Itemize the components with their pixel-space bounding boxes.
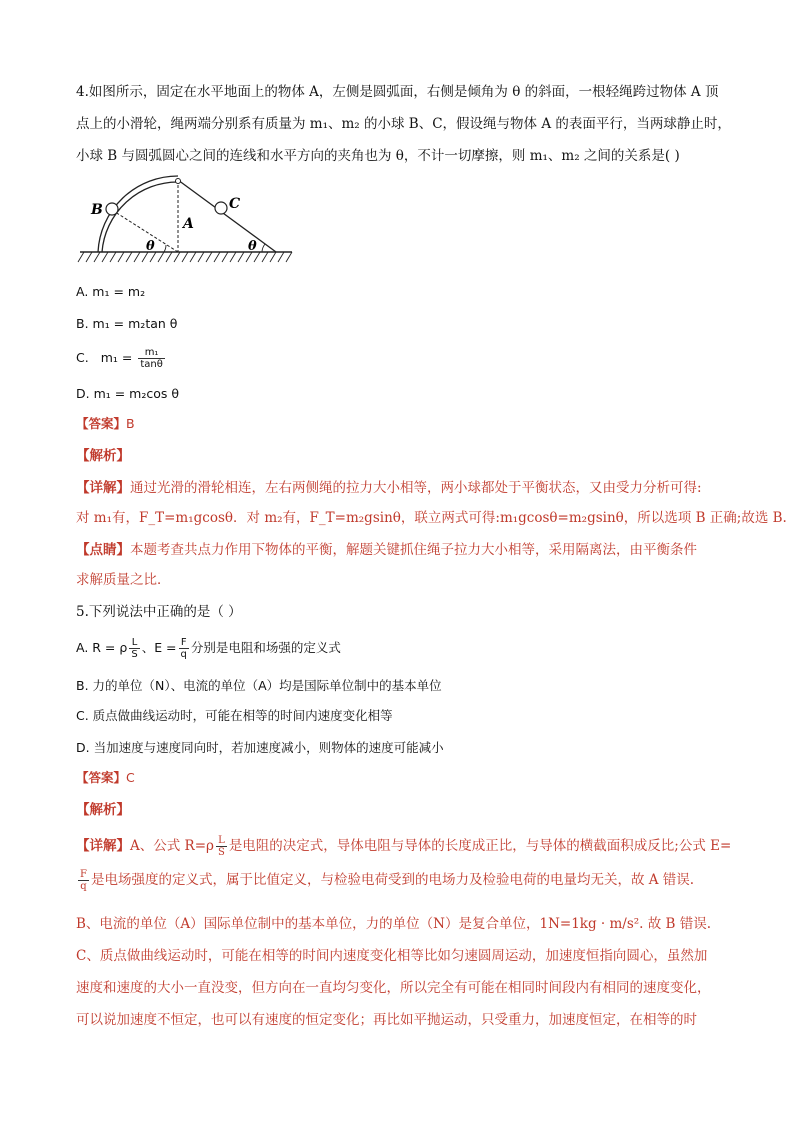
analysis-label: 【解析】 bbox=[76, 802, 130, 818]
q5-detail-line3: B、电流的单位（A）国际单位制中的基本单位，力的单位（N）是复合单位，1N=1kg · m/s². 故 B 错误. bbox=[76, 916, 712, 932]
answer-value: C bbox=[126, 770, 135, 785]
q4-option-d: D. m₁ = m₂cos θ bbox=[76, 386, 180, 401]
detail-label: 【详解】 bbox=[76, 480, 130, 496]
q4-point-line2: 求解质量之比． bbox=[76, 572, 171, 588]
fraction-f-over-q bbox=[78, 869, 89, 892]
detail-text-1: 通过光滑的滑轮相连，左右两侧绳的拉力大小相等，两小球都处于平衡状态，又由受力分析可得: bbox=[130, 480, 702, 496]
detail-text-b: 是电阻的决定式，导体电阻与导体的长度成正比，与导体的横截面积成反比;公式 E= bbox=[228, 838, 732, 854]
label-b: B bbox=[91, 202, 103, 218]
q4-stem-line3: 小球 B 与圆弧圆心之间的连线和水平方向的夹角也为 θ，不计一切摩擦，则 m₁、m₂ 之间的关系是( ) bbox=[76, 148, 680, 164]
q5-detail-line2 bbox=[76, 866, 694, 894]
label-c: C bbox=[229, 196, 241, 212]
q5-option-a bbox=[76, 634, 341, 662]
q4-option-c-fraction bbox=[138, 347, 165, 370]
q4-analysis-label bbox=[76, 446, 130, 466]
theta-right: θ bbox=[248, 239, 257, 254]
fraction-numerator: F bbox=[179, 637, 189, 649]
fraction-numerator: L bbox=[129, 637, 139, 649]
q5-analysis-label bbox=[76, 800, 130, 820]
q5-option-a-suffix: 分别是电阻和场强的定义式 bbox=[190, 640, 341, 655]
fraction-numerator: F bbox=[80, 869, 87, 880]
q4-option-c bbox=[76, 344, 167, 372]
detail-label: 【详解】 bbox=[76, 838, 130, 854]
q4-option-c-lhs: m₁ = bbox=[100, 350, 133, 365]
q4-detail-line2: 对 m₁有，F_T=m₁gcosθ．对 m₂有，F_T=m₂gsinθ，联立两式可得:m₁gcosθ=m₂gsinθ，所以选项 B 正确;故选 B. bbox=[76, 510, 787, 526]
fraction-numerator: m₁ bbox=[138, 347, 165, 359]
q5-detail-line5: 速度和速度的大小一直没变，但方向在一直均匀变化，所以完全有可能在相同时间段内有相同的速度变化， bbox=[76, 980, 711, 996]
answer-label: 【答案】 bbox=[76, 770, 127, 785]
q5-detail-line6: 可以说加速度不恒定，也可以有速度的恒定变化；再比如平抛运动，只受重力，加速度恒定，在相等的时 bbox=[76, 1012, 697, 1028]
q4-option-a: A. m₁ = m₂ bbox=[76, 284, 146, 299]
fraction-numerator: L bbox=[216, 835, 227, 847]
ball-c bbox=[215, 202, 227, 214]
fraction-l-over-s bbox=[216, 835, 227, 858]
point-label: 【点睛】 bbox=[76, 542, 130, 558]
analysis-label: 【解析】 bbox=[76, 448, 130, 464]
q5-option-c: C. 质点做曲线运动时，可能在相等的时间内速度变化相等 bbox=[76, 708, 393, 723]
detail-text-a: A、公式 R=ρ bbox=[130, 838, 214, 854]
fraction-denominator: q bbox=[180, 649, 187, 660]
fraction-f-over-q bbox=[179, 637, 189, 660]
q5-option-b: B. 力的单位（N）、电流的单位（A）均是国际单位制中的基本单位 bbox=[76, 678, 442, 693]
q5-option-d: D. 当加速度与速度同向时，若加速度减小，则物体的速度可能减小 bbox=[76, 740, 444, 755]
q5-detail-line4: C、质点做曲线运动时，可能在相等的时间内速度变化相等比如匀速圆周运动，加速度恒指向圆心，虽然加 bbox=[76, 948, 708, 964]
fraction-denominator: S bbox=[131, 649, 138, 660]
detail-text-2: 是电场强度的定义式，属于比值定义，与检验电荷受到的电场力及检验电荷的电量均无关，故 A 错误. bbox=[90, 872, 695, 888]
fraction-denominator: q bbox=[80, 881, 87, 892]
fraction-denominator: S bbox=[217, 847, 225, 858]
q5-stem: 5.下列说法中正确的是（ ） bbox=[76, 604, 242, 620]
q5-answer bbox=[76, 768, 135, 788]
label-a: A bbox=[183, 216, 194, 232]
q4-option-c-prefix: C. bbox=[76, 350, 89, 365]
q4-detail-line1 bbox=[76, 478, 702, 498]
q4-option-b: B. m₁ = m₂tan θ bbox=[76, 316, 178, 331]
arc-surface bbox=[102, 182, 178, 252]
fraction-denominator: tanθ bbox=[140, 359, 163, 370]
q4-stem-line2: 点上的小滑轮，绳两端分别系有质量为 m₁、m₂ 的小球 B、C，假设绳与物体 A 的表面平行，当两球静止时， bbox=[76, 116, 731, 132]
q5-option-a-prefix: A. R = ρ bbox=[76, 640, 128, 655]
q4-point-line1 bbox=[76, 540, 697, 560]
q5-detail-line1 bbox=[76, 832, 731, 860]
ball-b bbox=[106, 203, 118, 215]
point-text-1: 本题考查共点力作用下物体的平衡，解题关键抓住绳子拉力大小相等，采用隔离法，由平衡条件 bbox=[130, 542, 697, 558]
theta-left: θ bbox=[146, 239, 155, 254]
answer-value: B bbox=[126, 416, 135, 431]
fraction-l-over-s bbox=[129, 637, 139, 660]
q4-stem-line1: 4.如图所示，固定在水平地面上的物体 A，左侧是圆弧面，右侧是倾角为 θ 的斜面，一根轻绳跨过物体 A 顶 bbox=[76, 84, 719, 100]
q4-answer bbox=[76, 414, 135, 434]
answer-label: 【答案】 bbox=[76, 416, 127, 431]
q5-option-a-mid: 、E = bbox=[141, 640, 177, 655]
q4-figure bbox=[76, 172, 296, 272]
pulley-icon bbox=[176, 179, 181, 184]
